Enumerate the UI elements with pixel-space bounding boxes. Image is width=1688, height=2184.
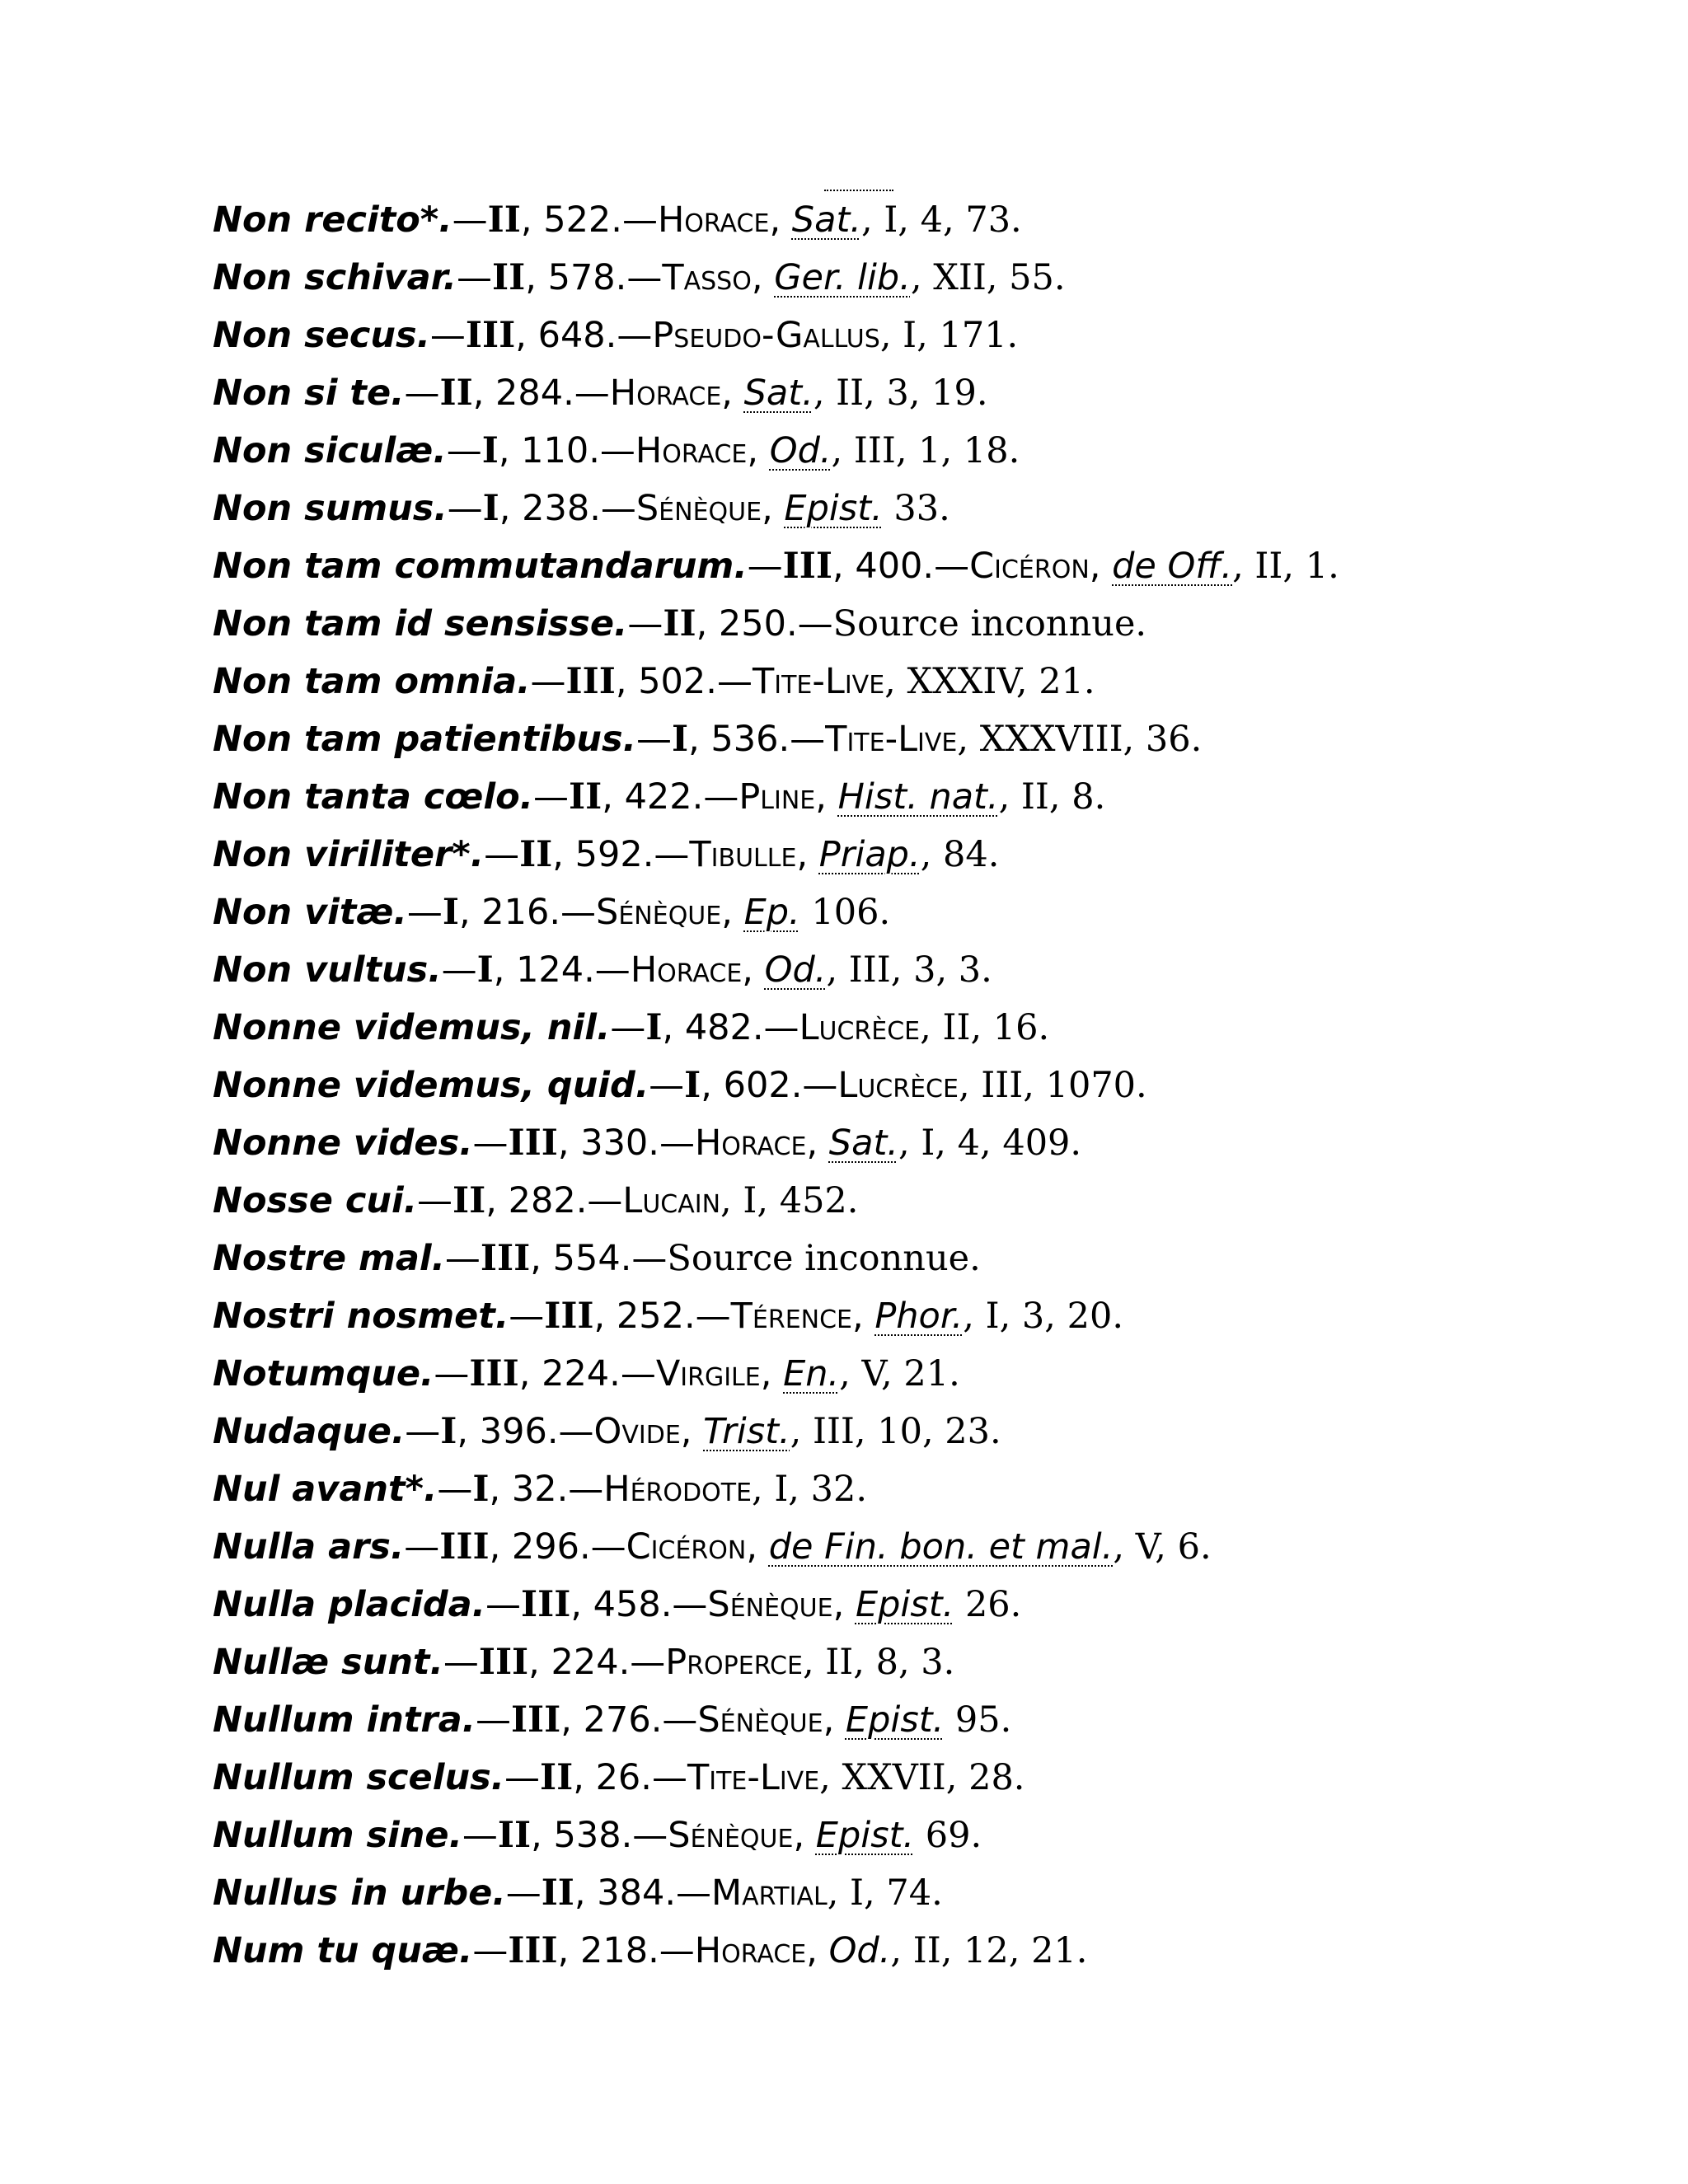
entry-work-link[interactable]: Sat. (791, 199, 861, 241)
entry-author: Sénèque (635, 488, 762, 529)
entry-lemma: Non vitæ. (213, 892, 407, 933)
entry-volume: II (540, 1757, 574, 1798)
entry-reference: , V, 21. (839, 1353, 960, 1394)
entry-author: Tite-Live (825, 719, 958, 760)
index-entry: Nosse cui.—II, 282.—Lucain, I, 452. (213, 1180, 859, 1221)
entry-author: Lucain (622, 1180, 721, 1221)
index-entry: Nullus in urbe.—II, 384.—Martial, I, 74. (213, 1872, 943, 1914)
entry-work-link[interactable]: de Off. (1112, 546, 1233, 587)
entry-lemma: Nostri nosmet. (213, 1296, 509, 1337)
entry-page: 252 (616, 1296, 684, 1337)
entry-page: 578 (547, 257, 616, 298)
entry-reference: , II, 12, 21. (890, 1930, 1088, 1971)
index-entry: Nullum intra.—III, 276.—Sénèque, Epist. 95. (213, 1699, 1012, 1741)
entry-author: Sénèque (668, 1815, 794, 1856)
entry-lemma: Non tanta cœlo. (213, 776, 533, 818)
entry-lemma: Nudaque. (213, 1411, 406, 1452)
entry-work: Od. (828, 1930, 891, 1971)
entry-author: Horace (630, 949, 743, 991)
index-entry: Nonne vides.—III, 330.—Horace, Sat., I, 4, 409. (213, 1122, 1082, 1164)
entry-lemma: Non schivar. (213, 257, 457, 298)
index-entry: Non recito*.—II, 522.—Horace, Sat., I, 4, 73. (213, 199, 1022, 241)
entry-reference: 26. (954, 1584, 1022, 1625)
index-entry: Nulla ars.—III, 296.—Cicéron, de Fin. bon. et mal., V, 6. (213, 1526, 1212, 1568)
entry-work-link[interactable]: de Fin. bon. et mal. (768, 1526, 1114, 1568)
entry-author: Tite-Live (687, 1757, 820, 1798)
entry-author: Cicéron (626, 1526, 747, 1568)
entries-container (213, 191, 1647, 1980)
entry-work-link[interactable]: Epist. (815, 1815, 915, 1856)
entry-volume: III (782, 546, 832, 587)
entry-volume: III (508, 1122, 558, 1164)
entry-reference: , XII, 55. (910, 257, 1066, 298)
entry-volume: I (476, 949, 494, 991)
entry-work-link[interactable]: Priap. (818, 834, 921, 875)
entry-volume: II (541, 1872, 574, 1914)
entry-page: 502 (638, 661, 706, 702)
entry-volume: III (565, 661, 616, 702)
entry-page: 26 (595, 1757, 641, 1798)
entry-reference: , 84. (920, 834, 1000, 875)
entry-work-link[interactable]: Ep. (743, 892, 800, 933)
entry-work-link[interactable]: En. (783, 1353, 840, 1394)
entry-work-link[interactable]: Epist. (784, 488, 883, 529)
entry-reference: , I, 171. (879, 315, 1019, 356)
entry-page: 522 (543, 199, 612, 241)
entry-author: Sénèque (596, 892, 722, 933)
entry-page: 224 (542, 1353, 610, 1394)
entry-lemma: Non vultus. (213, 949, 442, 991)
entry-work-link[interactable]: Hist. nat. (837, 776, 999, 818)
index-entry: Nonne videmus, nil.—I, 482.—Lucrèce, II, 16. (213, 1007, 1050, 1048)
index-entry: Nulla placida.—III, 458.—Sénèque, Epist. 26. (213, 1584, 1022, 1625)
entry-lemma: Nonne vides. (213, 1122, 473, 1164)
index-entry: Nudaque.—I, 396.—Ovide, Trist., III, 10, 23. (213, 1411, 1001, 1452)
index-entry: Non tanta cœlo.—II, 422.—Pline, Hist. nat., II, 8. (213, 776, 1106, 818)
entry-author: Tibulle (689, 834, 797, 875)
entry-author: Hérodote (603, 1469, 752, 1510)
entry-reference: 106. (799, 892, 891, 933)
index-list (213, 191, 1647, 1980)
entry-volume: III (478, 1642, 529, 1683)
index-entry: Non siculæ.—I, 110.—Horace, Od., III, 1, 18. (213, 430, 1020, 471)
entry-work-link[interactable]: Ger. lib. (774, 257, 911, 298)
entry-page: 218 (580, 1930, 649, 1971)
entry-page: 284 (495, 373, 564, 414)
entry-volume: I (442, 892, 459, 933)
entry-work-link[interactable]: Sat. (743, 373, 814, 414)
entry-author: Térence (730, 1296, 853, 1337)
entry-page: 124 (516, 949, 584, 991)
entry-author: Horace (635, 430, 748, 471)
entry-lemma: Nosse cui. (213, 1180, 418, 1221)
entry-page: 554 (552, 1238, 621, 1279)
index-entry: Non tam id sensisse.—II, 250.—Source inconnue. (213, 603, 1147, 644)
entry-author: Lucrèce (799, 1007, 921, 1048)
entry-lemma: Notumque. (213, 1353, 434, 1394)
entry-reference: , III, 3, 3. (826, 949, 992, 991)
entry-page: 396 (479, 1411, 547, 1452)
index-entry: Nostri nosmet.—III, 252.—Térence, Phor., I, 3, 20. (213, 1296, 1124, 1337)
entry-volume: III (439, 1526, 490, 1568)
entry-reference: 33. (882, 488, 950, 529)
entry-lemma: Nullum sine. (213, 1815, 462, 1856)
entry-page: 592 (574, 834, 643, 875)
entry-lemma: Non siculæ. (213, 430, 447, 471)
index-entry: Notumque.—III, 224.—Virgile, En., V, 21. (213, 1353, 960, 1394)
index-entry: Non vultus.—I, 124.—Horace, Od., III, 3, 3. (213, 949, 992, 991)
entry-volume: II (452, 1180, 486, 1221)
entry-page: 296 (511, 1526, 579, 1568)
entry-lemma: Non sumus. (213, 488, 448, 529)
entry-author: Lucrèce (837, 1065, 959, 1106)
entry-lemma: Non tam patientibus. (213, 719, 636, 760)
entry-lemma: Nostre mal. (213, 1238, 445, 1279)
entry-volume: I (645, 1007, 663, 1048)
entry-volume: III (510, 1699, 561, 1741)
index-entry: Nul avant*.—I, 32.—Hérodote, I, 32. (213, 1469, 868, 1510)
entry-reference: , I, 4, 73. (860, 199, 1022, 241)
entry-reference: , II, 8, 3. (802, 1642, 955, 1683)
entry-page: 250 (718, 603, 786, 644)
index-entry: Num tu quæ.—III, 218.—Horace, Od., II, 12, 21. (213, 1930, 1088, 1971)
entry-page: 32 (511, 1469, 557, 1510)
entry-reference: , I, 74. (827, 1872, 943, 1914)
entry-volume: III (520, 1584, 571, 1625)
entry-lemma: Non tam id sensisse. (213, 603, 628, 644)
entry-lemma: Nonne videmus, quid. (213, 1065, 649, 1106)
entry-author: Properce (665, 1642, 803, 1683)
entry-reference: , XXVII, 28. (819, 1757, 1025, 1798)
entry-page: 282 (508, 1180, 576, 1221)
entry-author: Sénèque (707, 1584, 833, 1625)
entry-page: 458 (593, 1584, 661, 1625)
entry-author: Pline (738, 776, 816, 818)
entry-lemma: Nullum intra. (213, 1699, 476, 1741)
entry-lemma: Nonne videmus, nil. (213, 1007, 611, 1048)
index-entry: Non tam patientibus.—I, 536.—Tite-Live, XXXVIII, 36. (213, 719, 1203, 760)
index-entry: Nostre mal.—III, 554.—Source inconnue. (213, 1238, 981, 1279)
entry-work-link[interactable]: Epist. (845, 1699, 945, 1741)
entry-page: 482 (684, 1007, 753, 1048)
entry-author: Horace (694, 1122, 807, 1164)
index-entry: Non vitæ.—I, 216.—Sénèque, Ep. 106. (213, 892, 891, 933)
entry-author: Horace (657, 199, 770, 241)
dotted-mark (824, 190, 893, 191)
entry-lemma: Num tu quæ. (213, 1930, 473, 1971)
entry-page: 224 (551, 1642, 619, 1683)
entry-reference: , II, 1. (1232, 546, 1339, 587)
entry-lemma: Nullæ sunt. (213, 1642, 443, 1683)
index-entry: Nullum sine.—II, 538.—Sénèque, Epist. 69. (213, 1815, 982, 1856)
entry-reference: , III, 1070. (958, 1065, 1147, 1106)
entry-page: 602 (723, 1065, 791, 1106)
entry-reference: , III, 10, 23. (790, 1411, 1001, 1452)
entry-work-link[interactable]: Trist. (703, 1411, 790, 1452)
index-entry: Nullum scelus.—II, 26.—Tite-Live, XXVII, 28. (213, 1757, 1025, 1798)
entry-author: Martial (711, 1872, 828, 1914)
entry-author: Cicéron (969, 546, 1090, 587)
entry-volume: III (465, 315, 516, 356)
index-entry: Non secus.—III, 648.—Pseudo-Gallus, I, 171. (213, 315, 1019, 356)
entry-author: Horace (609, 373, 722, 414)
entry-author: Horace (694, 1930, 807, 1971)
entry-author: Ovide (593, 1411, 681, 1452)
entry-volume: III (469, 1353, 519, 1394)
entry-reference: , I, 4, 409. (898, 1122, 1082, 1164)
entry-lemma: Non tam omnia. (213, 661, 531, 702)
index-entry: Non tam commutandarum.—III, 400.—Cicéron, de Off., II, 1. (213, 546, 1339, 587)
entry-page: 110 (521, 430, 589, 471)
entry-lemma: Non tam commutandarum. (213, 546, 748, 587)
index-entry: Non sumus.—I, 238.—Sénèque, Epist. 33. (213, 488, 950, 529)
entry-reference: Source inconnue. (667, 1238, 981, 1279)
entry-volume: II (492, 257, 526, 298)
entry-author: Tite-Live (752, 661, 885, 702)
entry-reference: , II, 16. (920, 1007, 1050, 1048)
entry-lemma: Non viriliter*. (213, 834, 485, 875)
entry-reference: , V, 6. (1113, 1526, 1212, 1568)
entry-volume: I (481, 430, 499, 471)
index-entry: Non si te.—II, 284.—Horace, Sat., II, 3, 19. (213, 373, 988, 414)
entry-page: 648 (537, 315, 606, 356)
entry-volume: II (663, 603, 696, 644)
entry-work-link[interactable]: Od. (764, 949, 827, 991)
entry-page: 536 (710, 719, 779, 760)
entry-page: 238 (522, 488, 590, 529)
entry-author: Sénèque (697, 1699, 823, 1741)
index-entry: Non schivar.—II, 578.—Tasso, Ger. lib., XII, 55. (213, 257, 1066, 298)
index-entry: Non tam omnia.—III, 502.—Tite-Live, XXXIV, 21. (213, 661, 1095, 702)
entry-page: 422 (624, 776, 692, 818)
entry-reference: , XXXIV, 21. (884, 661, 1095, 702)
entry-lemma: Nullus in urbe. (213, 1872, 506, 1914)
entry-reference: , I, 452. (720, 1180, 859, 1221)
entry-page: 276 (583, 1699, 651, 1741)
entry-page: 400 (855, 546, 923, 587)
index-entry: Nonne videmus, quid.—I, 602.—Lucrèce, III, 1070. (213, 1065, 1147, 1106)
entry-volume: II (439, 373, 473, 414)
entry-reference: , II, 3, 19. (813, 373, 988, 414)
entry-volume: I (671, 719, 689, 760)
entry-author: Pseudo-Gallus (652, 315, 880, 356)
entry-page: 384 (597, 1872, 665, 1914)
entry-work-link[interactable]: Phor. (874, 1296, 964, 1337)
entry-work-link[interactable]: Sat. (828, 1122, 898, 1164)
entry-lemma: Non recito*. (213, 199, 452, 241)
entry-reference: , I, 3, 20. (963, 1296, 1124, 1337)
index-entry: Non viriliter*.—II, 592.—Tibulle, Priap., 84. (213, 834, 1000, 875)
entry-reference: , III, 1, 18. (831, 430, 1020, 471)
entry-work-link[interactable]: Epist. (855, 1584, 954, 1625)
entry-volume: II (487, 199, 521, 241)
entry-page: 538 (553, 1815, 621, 1856)
entry-reference: 95. (944, 1699, 1012, 1741)
entry-page: 216 (481, 892, 550, 933)
entry-author: Tasso (662, 257, 752, 298)
entry-lemma: Nul avant*. (213, 1469, 438, 1510)
entry-volume: III (480, 1238, 531, 1279)
entry-author: Virgile (655, 1353, 761, 1394)
entry-reference: , I, 32. (751, 1469, 868, 1510)
entry-volume: III (508, 1930, 558, 1971)
entry-lemma: Non secus. (213, 315, 430, 356)
entry-volume: I (482, 488, 499, 529)
entry-work-link[interactable]: Od. (769, 430, 832, 471)
entry-volume: II (569, 776, 603, 818)
entry-lemma: Nulla ars. (213, 1526, 405, 1568)
entry-volume: I (440, 1411, 457, 1452)
entry-reference: Source inconnue. (832, 603, 1147, 644)
entry-lemma: Nullum scelus. (213, 1757, 504, 1798)
entry-lemma: Non si te. (213, 373, 405, 414)
entry-reference: 69. (914, 1815, 982, 1856)
entry-reference: , II, 8. (998, 776, 1106, 818)
entry-reference: , XXXVIII, 36. (957, 719, 1203, 760)
entry-volume: I (684, 1065, 701, 1106)
entry-volume: II (497, 1815, 532, 1856)
entry-volume: I (472, 1469, 490, 1510)
entry-volume: II (519, 834, 553, 875)
entry-volume: III (544, 1296, 594, 1337)
entry-page: 330 (580, 1122, 649, 1164)
entry-lemma: Nulla placida. (213, 1584, 485, 1625)
index-entry: Nullæ sunt.—III, 224.—Properce, II, 8, 3. (213, 1642, 955, 1683)
